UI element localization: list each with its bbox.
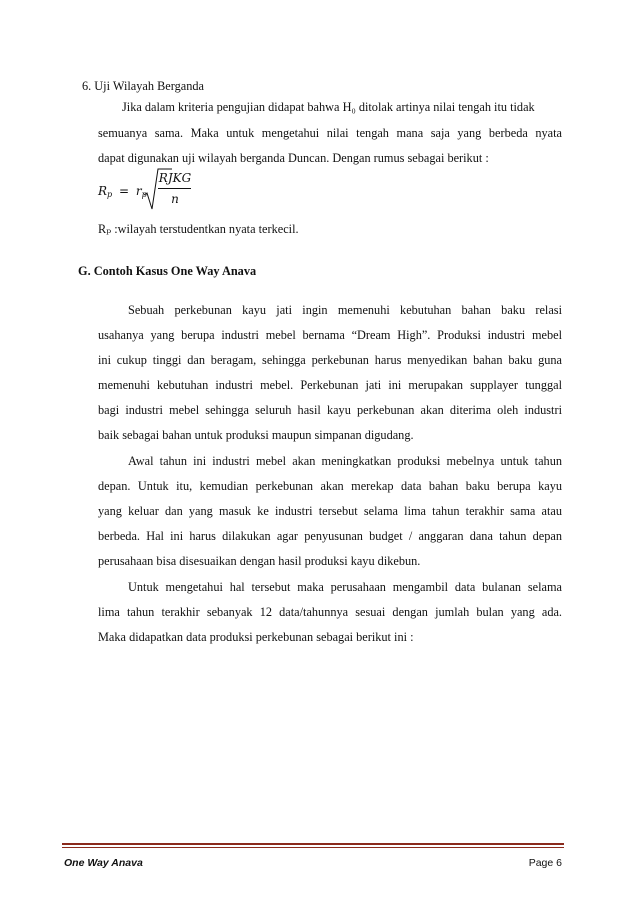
paragraph-1-line-3: ini cukup tinggi dan beragam, sehingga perkebunan harus menyedikan bahan baku guna <box>98 353 562 367</box>
paragraph-3-line-3: Maka didapatkan data produksi perkebunan sebagai berikut ini : <box>98 630 414 644</box>
paragraph-1-line-1: Sebuah perkebunan kayu jati ingin memenuhi kebutuhan bahan baku relasi <box>128 303 562 317</box>
section-6-line-1: Jika dalam kriteria pengujian didapat bahwa H₀ ditolak artinya nilai tengah itu tidak <box>122 100 535 114</box>
section-6-heading: 6. Uji Wilayah Berganda <box>82 79 204 93</box>
formula-equals: = <box>119 184 130 198</box>
paragraph-1-line-4: memenuhi kebutuhan industri mebel. Perkebunan jati ini merupakan supplayer tunggal <box>98 378 562 392</box>
paragraph-3-line-2: lima tahun terakhir sebanyak 12 data/tahunnya sesuai dengan jumlah bulan yang ada. <box>98 605 562 619</box>
formula-numerator: RJKG <box>158 171 192 185</box>
footer-rule-thin <box>62 847 564 848</box>
section-6-line-3: dapat digunakan uji wilayah berganda Duncan. Dengan rumus sebagai berikut : <box>98 151 489 165</box>
section-6-line-2: semuanya sama. Maka untuk mengetahui nilai tengah mana saja yang berbeda nyata <box>98 126 562 140</box>
formula-r: r <box>135 184 142 198</box>
paragraph-1-line-5: bagi industri mebel sehingga seluruh hasil kayu perkebunan akan diterima oleh industri <box>98 403 562 417</box>
paragraph-2-line-3: yang keluar dan yang masuk ke industri tersebut selama lima tahun terakhir sama atau <box>98 504 562 518</box>
formula-lhs-subscript: p <box>107 190 113 199</box>
paragraph-1-line-2: usahanya yang berupa industri mebel bernama “Dream High”. Produksi industri mebel <box>98 328 562 342</box>
footer-title: One Way Anava <box>64 857 143 869</box>
paragraph-2-line-1: Awal tahun ini industri mebel akan meningkatkan produksi mebelnya untuk tahun <box>128 454 562 468</box>
formula-note: Rₚ :wilayah terstudentkan nyata terkecil. <box>98 222 299 236</box>
formula-denominator: n <box>171 192 179 206</box>
footer-page-number: Page 6 <box>528 857 562 869</box>
formula-r-subscript: p <box>141 190 147 199</box>
footer-rule-thick <box>62 843 564 845</box>
paragraph-2-line-4: berbeda. Hal ini harus dilakukan agar penyusunan budget / anggaran dana tahun depan <box>98 529 562 543</box>
formula-lhs: R <box>98 184 108 198</box>
section-g-heading: G. Contoh Kasus One Way Anava <box>78 264 257 278</box>
paragraph-2-line-2: depan. Untuk itu, kemudian perkebunan akan merekap data bahan baku berupa kayu <box>98 479 562 493</box>
paragraph-1-line-6: baik sebagai bahan untuk produksi maupun simpanan digudang. <box>98 428 414 442</box>
fraction-bar <box>158 188 191 189</box>
paragraph-3-line-1: Untuk mengetahui hal tersebut maka perusahaan mengambil data bulanan selama <box>128 580 562 594</box>
paragraph-2-line-5: perusahaan bisa disesuaikan dengan hasil produksi kayu dikebun. <box>98 554 421 568</box>
